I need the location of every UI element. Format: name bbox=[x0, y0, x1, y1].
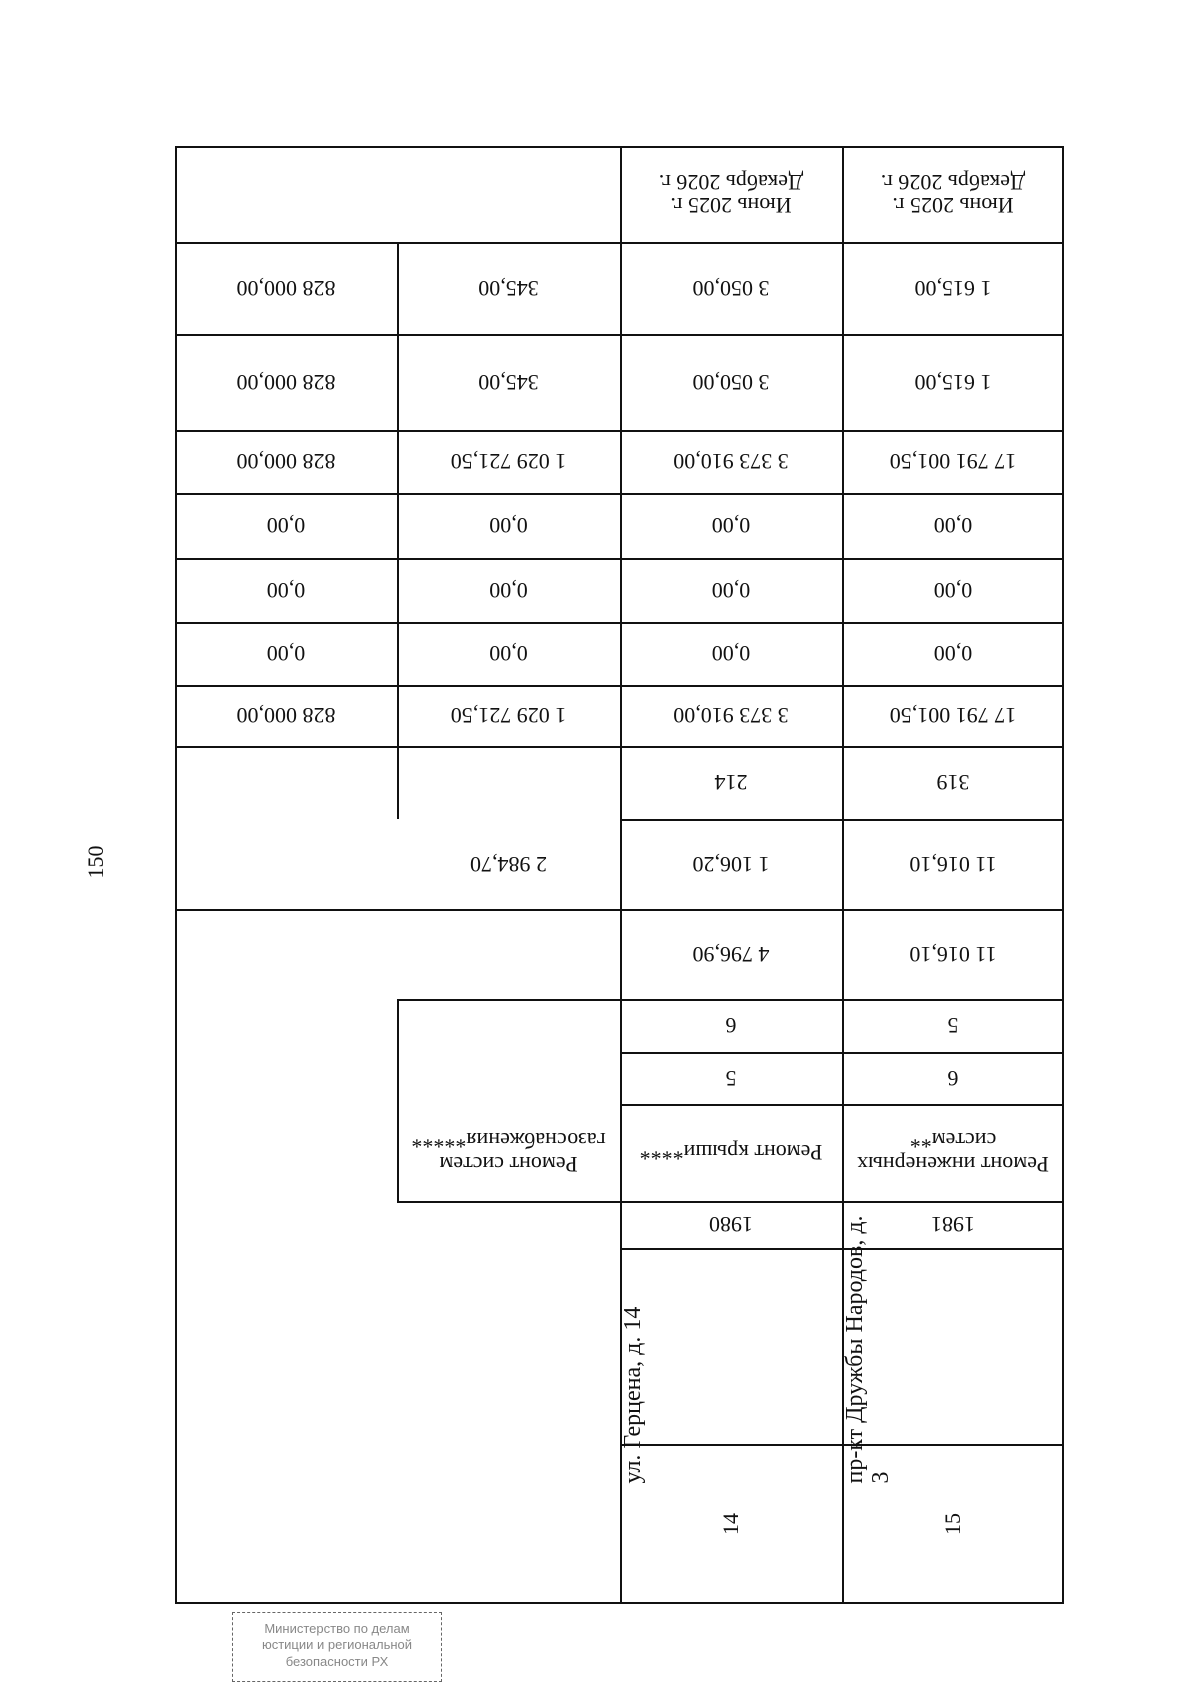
cell-work: Ремонт инженерных систем** bbox=[857, 1128, 1049, 1177]
cell-total: 1 029 721,50 bbox=[450, 703, 567, 729]
cell-unit2: 828 000,00 bbox=[236, 369, 336, 395]
cell-c4: 5 bbox=[725, 1065, 737, 1091]
cell-area2: 2 984,70 bbox=[470, 851, 547, 877]
page-number: 150 bbox=[83, 845, 108, 879]
stamp-line-3: безопасности РХ bbox=[285, 1653, 389, 1669]
cell-z1: 0,00 bbox=[489, 641, 528, 667]
cell-year: 1980 bbox=[709, 1212, 753, 1238]
cell-unit2: 345,00 bbox=[478, 369, 539, 395]
cell-z3: 0,00 bbox=[933, 513, 973, 539]
cell-no: 15 bbox=[940, 1513, 966, 1535]
cell-residents: 214 bbox=[714, 770, 748, 796]
cell-z1: 0,00 bbox=[711, 641, 751, 667]
cell-year: 1981 bbox=[931, 1212, 975, 1238]
cell-area1: 4 796,90 bbox=[692, 941, 770, 967]
cell-c5: 5 bbox=[947, 1013, 959, 1039]
cell-total: 17 791 001,50 bbox=[889, 703, 1017, 729]
cell-c4: 6 bbox=[947, 1065, 959, 1091]
cell-work: Ремонт систем газоснабжения***** bbox=[411, 1128, 606, 1177]
cell-unit1: 3 050,00 bbox=[692, 275, 770, 301]
cell-z2: 0,00 bbox=[266, 577, 306, 603]
cell-fund: 828 000,00 bbox=[236, 449, 336, 475]
cell-residents: 319 bbox=[936, 770, 970, 796]
cell-total: 828 000,00 bbox=[236, 703, 336, 729]
cell-area2: 1 106,20 bbox=[692, 851, 770, 877]
cell-z2: 0,00 bbox=[711, 577, 751, 603]
cell-schedule: Июнь 2025 г. Декабрь 2026 г. bbox=[658, 170, 804, 219]
cell-fund: 1 029 721,50 bbox=[450, 449, 567, 475]
cell-z2: 0,00 bbox=[933, 577, 973, 603]
cell-area2: 11 016,10 bbox=[909, 851, 997, 877]
cell-unit1: 345,00 bbox=[478, 275, 539, 301]
works-table bbox=[175, 146, 1064, 1604]
cell-z3: 0,00 bbox=[711, 513, 751, 539]
cell-z1: 0,00 bbox=[933, 641, 973, 667]
cell-unit1: 1 615,00 bbox=[914, 275, 992, 301]
stamp-line-1: Министерство по делам bbox=[264, 1621, 410, 1636]
cell-address: пр-кт Дружбы Народов, д. 3 bbox=[842, 1215, 895, 1484]
cell-total: 3 373 910,00 bbox=[673, 703, 789, 729]
cell-work: Ремонт крыши**** bbox=[639, 1140, 823, 1166]
cell-z3: 0,00 bbox=[489, 513, 528, 539]
cell-fund: 17 791 001,50 bbox=[889, 449, 1017, 475]
cell-fund: 3 373 910,00 bbox=[673, 449, 789, 475]
cell-z3: 0,00 bbox=[266, 513, 306, 539]
cell-no: 14 bbox=[718, 1513, 744, 1535]
ministry-stamp bbox=[232, 1612, 442, 1682]
cell-unit2: 3 050,00 bbox=[692, 369, 770, 395]
cell-unit2: 1 615,00 bbox=[914, 369, 992, 395]
cell-schedule: Июнь 2025 г. Декабрь 2026 г. bbox=[880, 170, 1026, 219]
cell-z1: 0,00 bbox=[266, 641, 306, 667]
stamp-line-2: юстиции и региональной bbox=[261, 1637, 413, 1653]
cell-c5: 6 bbox=[725, 1013, 737, 1039]
cell-unit1: 828 000,00 bbox=[236, 275, 336, 301]
cell-z2: 0,00 bbox=[489, 577, 528, 603]
cell-address: ул. Герцена, д. 14 bbox=[620, 1306, 646, 1484]
cell-area1: 11 016,10 bbox=[909, 941, 997, 967]
